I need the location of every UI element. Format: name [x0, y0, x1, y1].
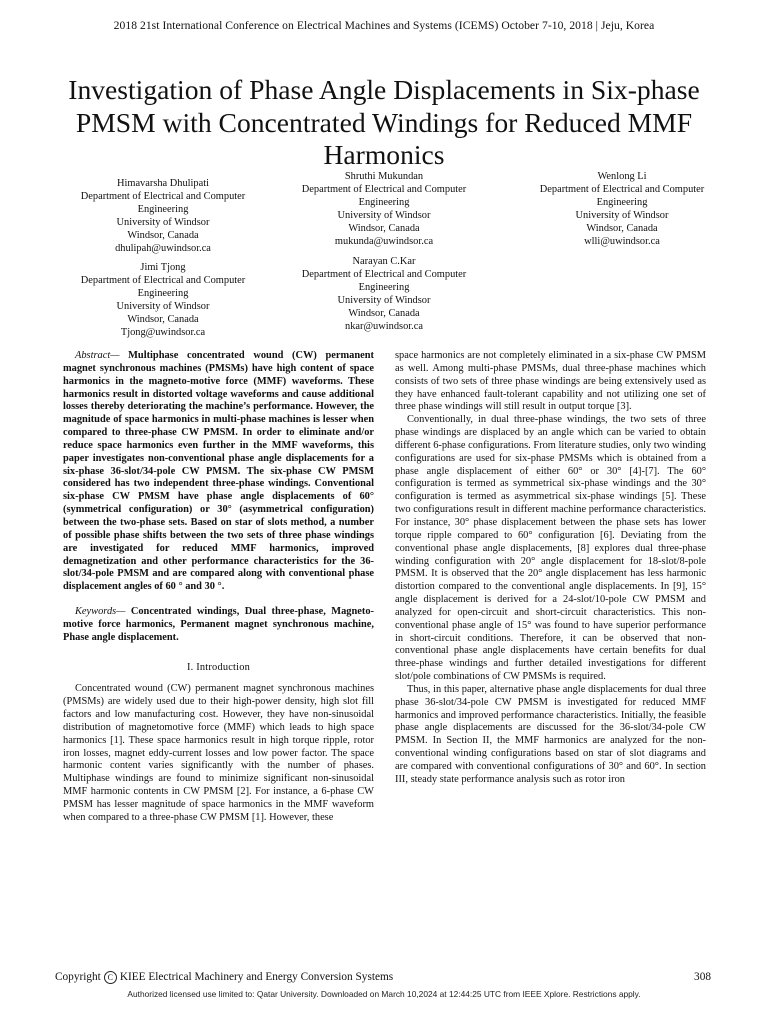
- author-location: Windsor, Canada: [127, 229, 199, 241]
- keywords-label: Keywords—: [75, 606, 126, 618]
- conference-header: 2018 21st International Conference on Electrical Machines and Systems (ICEMS) October 7-10, 2018 | Jeju, Korea: [113, 19, 655, 32]
- body-paragraph: Conventionally, in dual three-phase windings, the two sets of three phase windings are displaced by an angle which can be varied to obtain different 6-phase configurations. From literature studies, only two winding configurations are used for six-phase PMSMs which is obtained from a phase angle displacement of either 60° or 30° [4]-[7]. The 60° configuration is termed as symmetrical six-phase windings and the 30° configuration is termed as asymmetrical six-phase windings [5]. These two configurations result in different machine performance characteristics. For instance, 30° phase displacement between the phase sets has lower torque ripple compared to 60° configuration [6]. Deviating from the conventional phase angle displacements, [8] explores dual three-phase winding configuration with 20° angle displacement for 18-slot/8-pole PMSM. It is observed that the 20° angle displacement has less harmonic distortion compared to the conventional angle displacements. In [9], 15° angle displacement is derived for a 24-slot/10-pole CW PMSM and analyzed for open-circuit and short-circuit characteristics. This non-conventional phase angle of 15° was found to have superior performance in short-circuit conditions. Therefore, it can be observed that non-conventional phase angle displacements have certain benefits for dual three-phase windings and further detailed investigations for different slot/pole combinations of CW PMSMs is required.: [395, 414, 706, 683]
- author-university: University of Windsor: [116, 300, 210, 312]
- intro-paragraph: Concentrated wound (CW) permanent magnet synchronous machines (PMSMs) are widely used due to their high-power density, high slot fill factors and low manufacturing cost. However, they have non-sinusoidal distribution of magnetomotive force (MMF) which leads to high space harmonics [1]. These space harmonics result in high torque ripple, rotor iron losses, magnet eddy-current losses and low power factor. The space harmonic content varies significantly with the number of phases. Multiphase windings are found to minimize significant non-sinusoidal MMF harmonic contents in CW PMSM [2]. For instance, a 6-phase CW PMSM has lesser magnitude of space harmonics in the MMF waveform when compared to a three-phase CW PMSM [1]. However, these: [63, 683, 374, 823]
- author-department: Department of Electrical and Computer: [80, 190, 246, 202]
- copyright-org: KIEE Electrical Machinery and Energy Conversion Systems: [119, 971, 394, 983]
- author-block: [40, 178, 286, 255]
- author-name: Shruthi Mukundan: [344, 171, 424, 182]
- author-name: Jimi Tjong: [140, 262, 186, 273]
- author-name: Narayan C.Kar: [352, 256, 416, 267]
- author-email[interactable]: Tjong@uwindsor.ca: [120, 326, 206, 338]
- page-number: 308: [694, 971, 711, 983]
- author-department: Department of Electrical and Computer: [80, 274, 246, 286]
- author-name: Himavarsha Dhulipati: [116, 178, 210, 189]
- author-email[interactable]: mukunda@uwindsor.ca: [334, 235, 434, 247]
- author-block: [260, 171, 508, 248]
- author-email[interactable]: nkar@uwindsor.ca: [345, 320, 423, 332]
- author-university: University of Windsor: [575, 209, 669, 221]
- copyright-icon: C: [104, 971, 117, 984]
- abstract-text: Multiphase concentrated wound (CW) permanent magnet synchronous machines (PMSMs) have high content of space harmonics in the magneto-motive force (MMF) waveforms. These harmonics result in distorted voltage waveforms and cause additional losses thereby deteriorating the machine’s performance. However, the magnitude of space harmonics in multi-phase machines is lesser when compared to three-phase CW PMSM. In order to eliminate and/or reduce space harmonics even further in the MMF waveforms, this paper investigates non-conventional phase angle displacements for a six-phase 36-slot/34-pole CW PMSM. The six-phase CW PMSM considered has two independent three-phase windings. Conventional six-phase CW PMSM have phase angle displacements of 60° (symmetrical configuration) or 30° (asymmetrical configuration) between the two-phase sets. Based on star of slots method, a number of possible phase shifts between the two sets of three phase windings are investigated for reduced MMF harmonics, improved demagnetization and other performance characteristics for the 36-slot/34-pole PMSM and are compared along with conventional phase displacement angles of 60 ° and 30 °.: [63, 350, 374, 593]
- author-email[interactable]: dhulipah@uwindsor.ca: [115, 242, 211, 254]
- abstract: [63, 350, 374, 594]
- author-department: Department of Electrical and Computer: [301, 268, 467, 280]
- author-email[interactable]: wlli@uwindsor.ca: [584, 235, 660, 247]
- author-department-cont: Engineering: [358, 196, 410, 208]
- author-department-cont: Engineering: [358, 281, 410, 293]
- author-department-cont: Engineering: [596, 196, 648, 208]
- author-block: [260, 256, 508, 333]
- author-department-cont: Engineering: [137, 287, 189, 299]
- section-heading-introduction: I. Introduction: [186, 661, 251, 673]
- copyright-word: Copyright: [55, 971, 101, 983]
- author-department: Department of Electrical and Computer: [301, 183, 467, 195]
- author-location: Windsor, Canada: [586, 222, 658, 234]
- body-paragraph: Thus, in this paper, alternative phase angle displacements for dual three phase 36-slot/34-pole CW PMSM is investigated for reduced MMF harmonics and improved performance characteristics. Initially, the feasible phase angle displacements are discussed for the 36-slot/34-pole CW PMSM. In Section II, the MMF harmonics are analyzed for the non-conventional winding configurations based on star of slot diagrams and are compared with conventional configurations of 30° and 60°. In section III, steady state performance analysis such as rotor iron: [395, 683, 706, 785]
- abstract-label: Abstract—: [75, 350, 120, 361]
- author-block: [500, 171, 744, 248]
- author-university: University of Windsor: [116, 216, 210, 228]
- author-block: [40, 262, 286, 339]
- author-university: University of Windsor: [337, 209, 431, 221]
- keywords: [63, 606, 374, 645]
- author-location: Windsor, Canada: [348, 222, 420, 234]
- author-university: University of Windsor: [337, 294, 431, 306]
- author-location: Windsor, Canada: [348, 307, 420, 319]
- right-column: [395, 350, 706, 787]
- author-name: Wenlong Li: [597, 171, 647, 182]
- author-location: Windsor, Canada: [127, 313, 199, 325]
- left-column: [63, 350, 374, 825]
- copyright-line: [55, 971, 393, 984]
- author-department: Department of Electrical and Computer: [539, 183, 705, 195]
- body-paragraph: space harmonics are not completely eliminated in a six-phase CW PMSM as well. Among multi-phase PMSMs, dual three-phase machines which consists of two sets of three phase windings are being extensively used as they have enhanced fault-tolerant capability and not utilizing one set of three phase windings will still result in output torque [3].: [395, 350, 706, 413]
- keywords-text: Concentrated windings, Dual three-phase, Magneto-motive force harmonics, Permanent magnet synchronous machine, Phase angle displacement.: [63, 606, 374, 643]
- author-department-cont: Engineering: [137, 203, 189, 215]
- paper-title: Investigation of Phase Angle Displacements in Six-phase PMSM with Concentrated Windings for Reduced MMF Harmonics: [68, 74, 700, 170]
- license-notice: Authorized licensed use limited to: Qatar University. Downloaded on March 10,2024 at 12:44:25 UTC from IEEE Xplore. Restrictions apply.: [127, 989, 641, 999]
